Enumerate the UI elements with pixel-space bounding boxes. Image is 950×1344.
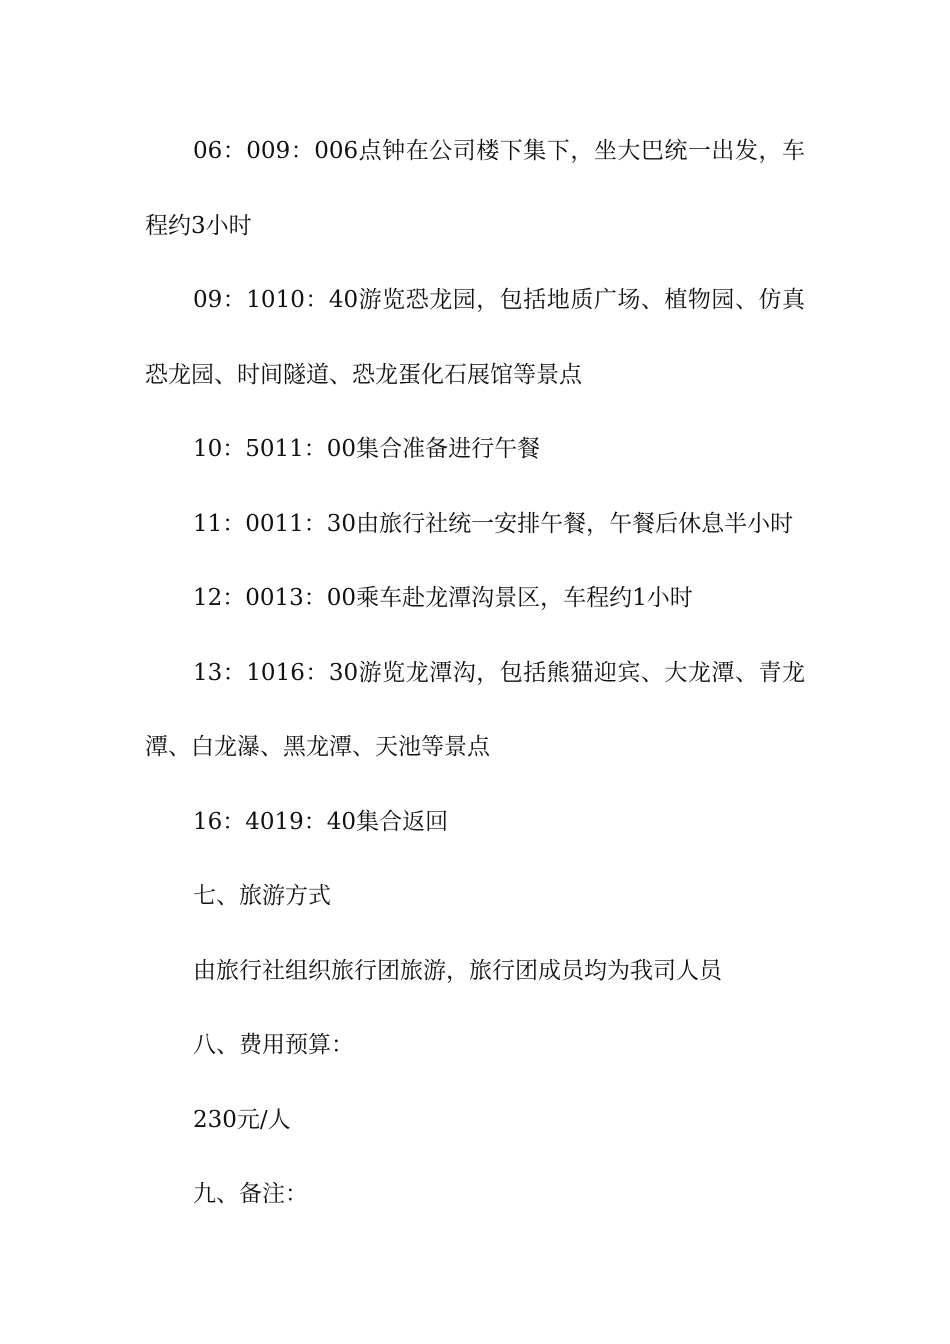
itinerary-item-dinosaur-park: 09：1010：40游览恐龙园，包括地质广场、植物园、仿真恐龙园、时间隧道、恐龙蛋化石展馆等景点 (145, 287, 805, 388)
travel-mode-text: 由旅行社组织旅行团旅游，旅行团成员均为我司人员 (193, 957, 722, 984)
section-heading-notes: 九、备注： (193, 1181, 308, 1207)
section-heading-budget: 八、费用预算： (193, 1032, 354, 1058)
document-body (145, 114, 805, 1232)
itinerary-item-lunch: 11：0011：30由旅行社统一安排午餐，午餐后休息半小时 (193, 510, 794, 537)
section-heading-travel-mode: 七、旅游方式 (193, 883, 331, 909)
itinerary-item-longtan-tour: 13：1016：30游览龙潭沟，包括熊猫迎宾、大龙潭、青龙潭、白龙瀑、黑龙潭、天池等景点 (145, 659, 805, 760)
itinerary-item-gather-lunch: 10：5011：00集合准备进行午餐 (193, 436, 541, 462)
itinerary-item-ride-longtan: 12：0013：00乘车赴龙潭沟景区，车程约1小时 (193, 585, 693, 611)
itinerary-item-depart: 06：009：006点钟在公司楼下集下，坐大巴统一出发，车程约3小时 (145, 138, 805, 239)
itinerary-item-return: 16：4019：40集合返回 (193, 808, 449, 835)
budget-text: 230元/人 (193, 1106, 291, 1133)
